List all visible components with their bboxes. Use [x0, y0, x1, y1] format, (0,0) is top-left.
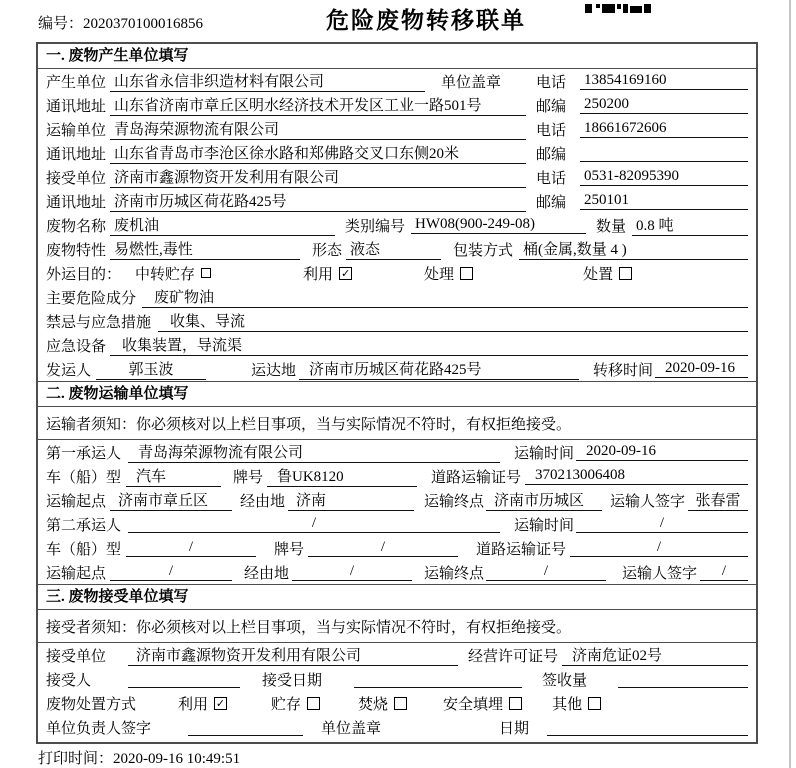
sign1-value: 张春雷	[688, 489, 748, 511]
receiver-row	[38, 165, 756, 189]
carrier1-time-value: 2020-09-16	[576, 443, 748, 461]
license-label: 经营许可证号	[468, 648, 559, 665]
origin2-value: /	[110, 563, 232, 581]
disposal-option-other: 其他	[552, 696, 583, 713]
character-value: 易燃性,毒性	[110, 238, 300, 260]
checkbox-disposal-store-unchecked	[307, 697, 320, 710]
purpose-row	[38, 261, 756, 285]
zip-label: 邮编	[536, 98, 567, 115]
taboo-row	[38, 309, 756, 333]
qr-code-fragment	[585, 0, 651, 18]
vehicle-label: 车（船）型	[46, 469, 122, 486]
print-time	[38, 747, 240, 768]
recipient-label: 接受人	[46, 672, 92, 689]
carrier1-label: 第一承运人	[46, 445, 122, 462]
section-transporter	[38, 381, 756, 584]
vehicle2-row	[38, 536, 756, 560]
receive-unit-label: 接受单位	[46, 648, 107, 665]
transport-time-label: 运输时间	[514, 445, 575, 462]
purpose-option-utilize: 利用	[303, 266, 334, 283]
hazard-row	[38, 285, 756, 309]
transfer-time-label: 转移时间	[593, 362, 654, 379]
transporter-notice	[38, 407, 756, 440]
via2-value: /	[292, 563, 412, 581]
purpose-option-treat: 处理	[424, 266, 455, 283]
road-permit-label: 道路运输证号	[431, 469, 522, 486]
receiver-notice-text: 接受者须知：你必须核对以上栏目事项，当与实际情况不符时，有权拒绝接受。	[46, 619, 572, 636]
carrier1-row	[38, 440, 756, 464]
plate-label: 牌号	[233, 469, 264, 486]
manifest-form	[36, 42, 758, 744]
transporter-label: 运输单位	[46, 122, 107, 139]
shipper-value: 郭玉波	[96, 358, 206, 380]
checkbox-disposal-landfill-unchecked	[509, 697, 522, 710]
taboo-label: 禁忌与应急措施	[46, 314, 152, 331]
route1-row	[38, 488, 756, 512]
address-label: 通讯地址	[46, 146, 107, 163]
producer-zip-value: 250200	[580, 96, 748, 114]
producer-label: 产生单位	[46, 74, 107, 91]
recipient-value	[128, 670, 240, 688]
recipient-row	[38, 667, 756, 691]
waste-name-value: 废机油	[110, 214, 335, 236]
received-qty-label: 签收量	[542, 672, 588, 689]
phone-label: 电话	[536, 122, 567, 139]
producer-address-value: 山东省济南市章丘区明水经济技术开发区工业一路501号	[110, 94, 526, 116]
doc-number	[38, 12, 203, 33]
purpose-option-transfer-storage: 中转贮存	[135, 266, 196, 283]
transfer-time-value: 2020-09-16	[655, 360, 748, 378]
checkbox-disposal-other-unchecked	[588, 697, 601, 710]
receiver-notice	[38, 610, 756, 643]
via1-value: 济南	[288, 489, 414, 511]
date-label: 日期	[499, 720, 530, 737]
via-label: 经由地	[240, 493, 286, 510]
receive-date-label: 接受日期	[262, 672, 323, 689]
purpose-label: 外运目的：	[46, 266, 122, 283]
receive-date-value	[354, 670, 522, 688]
carrier1-value: 青岛海荣源物流有限公司	[128, 441, 500, 463]
transporter-notice-text: 运输者须知：你必须核对以上栏目事项，当与实际情况不符时，有权拒绝接受。	[46, 416, 572, 433]
section-receiver	[38, 584, 756, 739]
end-label: 运输终点	[424, 493, 485, 510]
plate1-value: 鲁UK8120	[267, 465, 417, 487]
transporter-address-value: 山东省青岛市李沧区徐水路和郑佛路交叉口东侧20米	[110, 142, 526, 164]
destination-label: 运达地	[251, 362, 297, 379]
shipper-label: 发运人	[46, 362, 92, 379]
origin1-value: 济南市章丘区	[110, 489, 232, 511]
page-title: 危险废物转移联单	[326, 8, 526, 33]
responsible-row	[38, 715, 756, 739]
address-label: 通讯地址	[46, 98, 107, 115]
receiver-address-row	[38, 189, 756, 213]
road-permit1-value: 370213006408	[525, 467, 748, 485]
producer-phone-value: 13854169160	[580, 72, 748, 90]
road-permit2-value: /	[570, 539, 748, 557]
waste-name-label: 废物名称	[46, 218, 107, 235]
section2-header: 二. 废物运输单位填写	[38, 382, 756, 407]
unit-seal-label: 单位盖章	[441, 74, 502, 91]
responsible-value	[188, 718, 303, 736]
hazard-value: 废矿物油	[142, 286, 748, 308]
plate2-value: /	[308, 539, 458, 557]
receiver-zip-value: 250101	[580, 192, 748, 210]
phone-label: 电话	[536, 74, 567, 91]
producer-address-row	[38, 93, 756, 117]
section3-header: 三. 废物接受单位填写	[38, 585, 756, 610]
vehicle2-value: /	[126, 539, 256, 557]
received-qty-value	[618, 670, 748, 688]
transporter-value: 青岛海荣源物流有限公司	[110, 118, 526, 140]
page-right-edge	[789, 0, 791, 768]
checkbox-disposal-utilize-checked: ✓	[215, 696, 226, 710]
checkbox-disposal-incinerate-unchecked	[394, 697, 407, 710]
receive-unit-row	[38, 643, 756, 667]
category-value: HW08(900-249-08)	[411, 216, 586, 234]
taboo-value: 收集、导流	[158, 310, 748, 332]
transporter-phone-value: 18661672606	[580, 120, 748, 138]
disposal-option-store: 贮存	[271, 696, 302, 713]
shipper-row	[38, 357, 756, 381]
carrier2-value: /	[128, 515, 500, 533]
doc-number-label: 编号：	[38, 16, 84, 32]
print-time-value: 2020-09-16 10:49:51	[113, 751, 241, 767]
origin-label: 运输起点	[46, 493, 107, 510]
receive-unit-value: 济南市鑫源物资开发利用有限公司	[128, 644, 458, 666]
waste-character-row	[38, 237, 756, 261]
checkbox-utilize-checked: ✓	[340, 266, 351, 280]
vehicle-label: 车（船）型	[46, 541, 122, 558]
address-label: 通讯地址	[46, 194, 107, 211]
date-value	[547, 718, 748, 736]
category-label: 类别编号	[345, 218, 406, 235]
license-value: 济南危证02号	[562, 644, 748, 666]
print-time-label: 打印时间：	[38, 751, 114, 767]
producer-row	[38, 69, 756, 93]
disposal-option-utilize: 利用	[178, 696, 209, 713]
vehicle1-row	[38, 464, 756, 488]
waste-name-row	[38, 213, 756, 237]
carrier2-time-value: /	[576, 515, 748, 533]
purpose-option-dispose: 处置	[583, 266, 614, 283]
responsible-label: 单位负责人签字	[46, 720, 152, 737]
route2-row	[38, 560, 756, 584]
receiver-address-value: 济南市历城区荷花路425号	[110, 190, 526, 212]
phone-label: 电话	[536, 170, 567, 187]
checkbox-dispose-unchecked	[619, 267, 632, 280]
transporter-row	[38, 117, 756, 141]
hazard-label: 主要危险成分	[46, 290, 137, 307]
sign-label: 运输人签字	[610, 493, 686, 510]
checkbox-transfer-storage-unchecked	[201, 268, 211, 278]
equipment-row	[38, 333, 756, 357]
carrier2-label: 第二承运人	[46, 517, 122, 534]
disposal-option-incinerate: 焚烧	[358, 696, 389, 713]
plate-label: 牌号	[274, 541, 305, 558]
zip-label: 邮编	[536, 194, 567, 211]
road-permit-label: 道路运输证号	[476, 541, 567, 558]
section-producer	[38, 44, 756, 381]
receiver-label: 接受单位	[46, 170, 107, 187]
zip-label: 邮编	[536, 146, 567, 163]
transporter-address-row	[38, 141, 756, 165]
producer-value: 山东省永信非织造材料有限公司	[110, 70, 425, 92]
disposal-option-landfill: 安全填埋	[443, 696, 504, 713]
quantity-value: 0.8 吨	[632, 214, 748, 236]
section1-header: 一. 废物产生单位填写	[38, 44, 756, 69]
carrier2-row	[38, 512, 756, 536]
sign2-value: /	[700, 563, 748, 581]
quantity-label: 数量	[596, 218, 627, 235]
receiver-phone-value: 0531-82095390	[580, 168, 748, 186]
destination-value: 济南市历城区荷花路425号	[299, 358, 579, 380]
form-value: 液态	[346, 238, 441, 260]
form-label: 形态	[312, 242, 343, 259]
vehicle1-value: 汽车	[126, 465, 221, 487]
end1-value: 济南市历城区	[486, 489, 602, 511]
via-label: 经由地	[244, 565, 290, 582]
doc-number-value: 2020370100016856	[83, 16, 204, 32]
end-label: 运输终点	[424, 565, 485, 582]
disposal-label: 废物处置方式	[46, 696, 137, 713]
equipment-value: 收集装置，导流渠	[110, 334, 748, 356]
equipment-label: 应急设备	[46, 338, 107, 355]
character-label: 废物特性	[46, 242, 107, 259]
packaging-label: 包装方式	[453, 242, 514, 259]
end2-value: /	[486, 563, 606, 581]
sign-label: 运输人签字	[622, 565, 698, 582]
transport-time-label: 运输时间	[514, 517, 575, 534]
origin-label: 运输起点	[46, 565, 107, 582]
receiver-value: 济南市鑫源物资开发利用有限公司	[110, 166, 526, 188]
packaging-value: 桶(金属,数量 4 )	[519, 238, 748, 260]
disposal-row	[38, 691, 756, 715]
checkbox-treat-unchecked	[460, 267, 473, 280]
unit-seal-label: 单位盖章	[321, 720, 382, 737]
transporter-zip-value	[580, 144, 748, 162]
